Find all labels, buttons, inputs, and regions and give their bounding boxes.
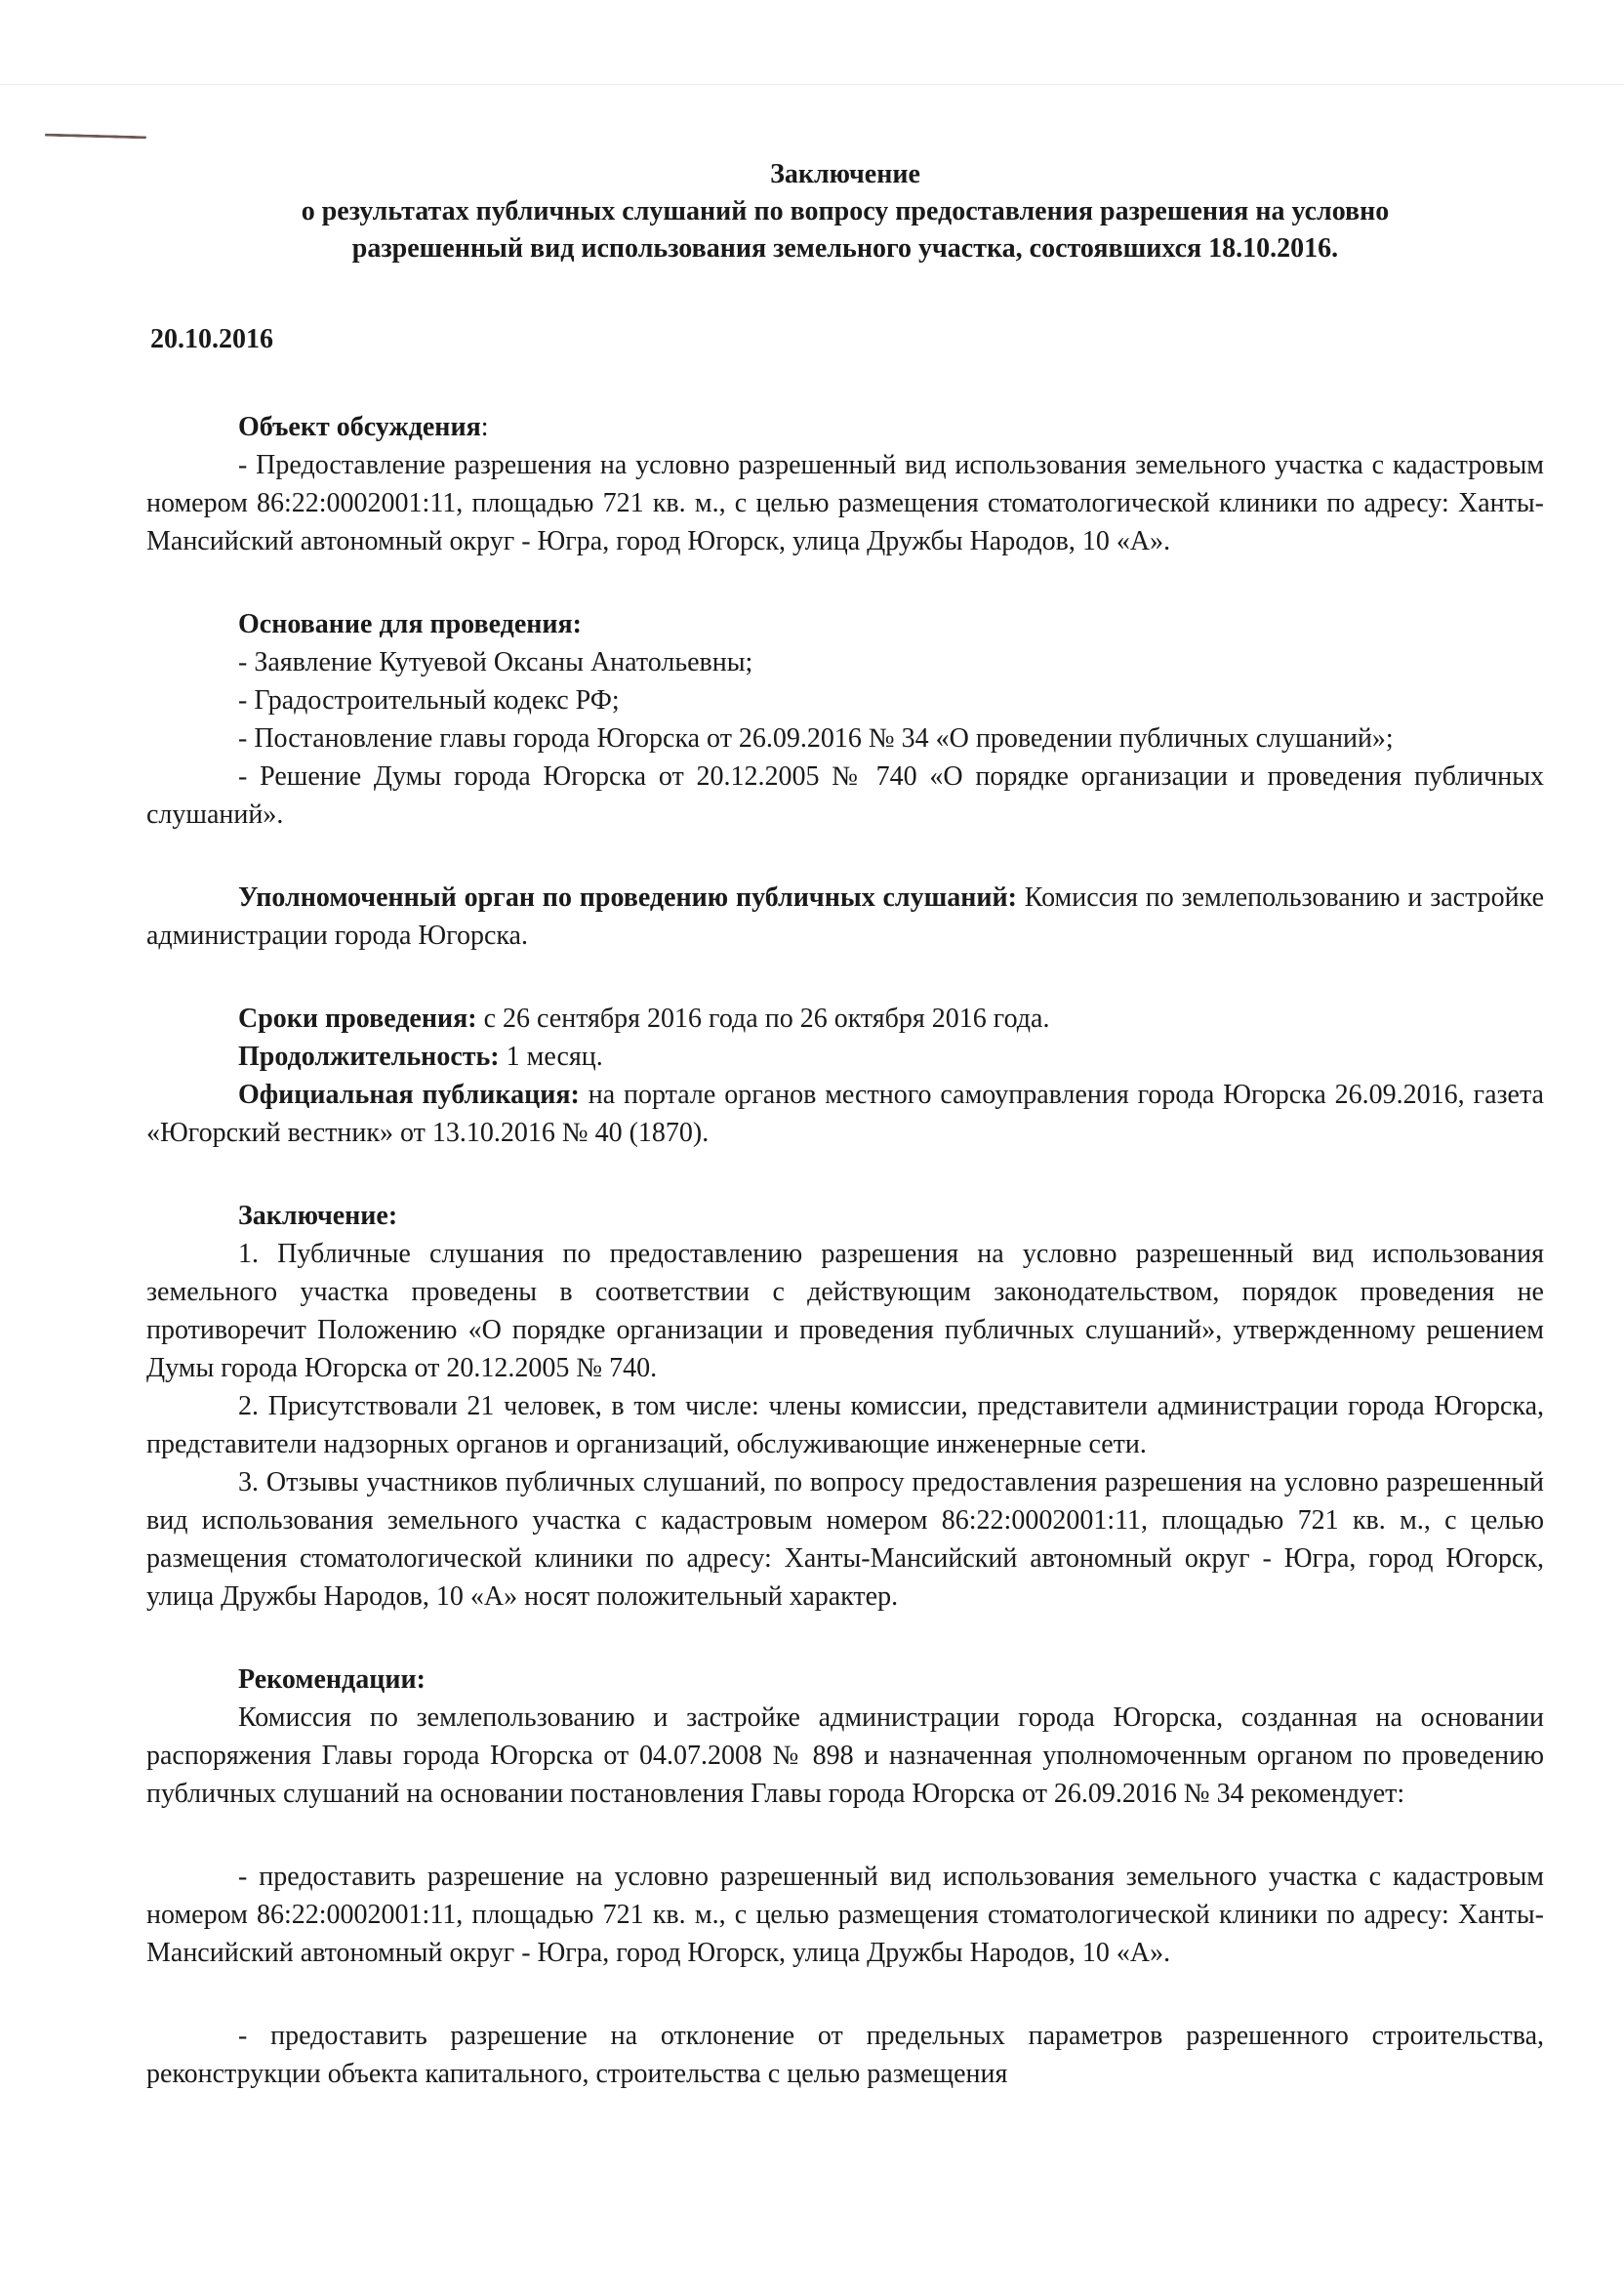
document-date: 20.10.2016 (150, 324, 273, 354)
conclusion-item: 1. Публичные слушания по предоставлению разрешения на условно разрешенный вид использования земельного участка проведены в соответствии с действующим законодательством, порядок проведения не противоречит Положению «О порядке организации и проведения публичных слушаний», утвержденному решением Думы города Югорска от 20.12.2005 № 740. (146, 1239, 1544, 1383)
basis-item: - Постановление главы города Югорска от 26.09.2016 № 34 «О проведении публичных слушаний»; (238, 723, 1394, 754)
authority-heading: Уполномоченный орган по проведению публичных слушаний: (238, 882, 1017, 913)
recommendations-heading: Рекомендации: (238, 1664, 426, 1695)
document-title: Заключение (770, 159, 920, 189)
document-subtitle-line-1: о результатах публичных слушаний по вопросу предоставления разрешения на условно (301, 196, 1390, 226)
conclusion-heading: Заключение: (238, 1201, 398, 1231)
basis-item: - Заявление Кутуевой Оксаны Анатольевны; (238, 647, 753, 677)
duration-text: 1 месяц. (499, 1042, 603, 1072)
recommendations-intro: Комиссия по землепользованию и застройке администрации города Югорска, созданная на основании распоряжения Главы города Югорска от 04.07.2008 № 898 и назначенная уполномоченным органом по проведению публичных слушаний на основании постановления Главы города Югорска от 26.09.2016 № 34 рекомендует: (146, 1702, 1544, 1809)
basis-heading: Основание для проведения: (238, 609, 582, 639)
document-content (146, 156, 1545, 2089)
document-body (146, 408, 1544, 2093)
terms-heading: Сроки проведения: (238, 1004, 477, 1034)
document-subtitle-line-2: разрешенный вид использования земельного участка, состоявшихся 18.10.2016. (351, 233, 1339, 264)
publication-heading: Официальная публикация: (238, 1080, 580, 1110)
basis-item: - Градостроительный кодекс РФ; (238, 685, 620, 716)
duration-heading: Продолжительность: (238, 1042, 500, 1072)
scan-mark (45, 134, 146, 140)
conclusion-item: 3. Отзывы участников публичных слушаний, по вопросу предоставления разрешения на условно разрешенный вид использования земельного участка с кадастровым номером 86:22:0002001:11, площадью 721 кв. м., с целью размещения стоматологической клиники по адресу: Ханты-Мансийский автономный округ - Югра, город Югорск, улица Дружбы Народов, 10 «А» носят положительный характер. (146, 1467, 1544, 1612)
recommendation-item: - предоставить разрешение на отклонение от предельных параметров разрешенного строительства, реконструкции объекта капитального, строительства с целью размещения (146, 2021, 1544, 2089)
authority-paragraph (146, 879, 1544, 955)
recommendation-item: - предоставить разрешение на условно разрешенный вид использования земельного участка с кадастровым номером 86:22:0002001:11, площадью 721 кв. м., с целью размещения стоматологической клиники по адресу: Ханты-Мансийский автономный округ - Югра, город Югорск, улица Дружбы Народов, 10 «А». (146, 1862, 1544, 1968)
object-text: - Предоставление разрешения на условно разрешенный вид использования земельного участка с кадастровым номером 86:22:0002001:11, площадью 721 кв. м., с целью размещения стоматологической клиники по адресу: Ханты-Мансийский автономный округ - Югра, город Югорск, улица Дружбы Народов, 10 «А». (146, 450, 1544, 556)
conclusion-item: 2. Присутствовали 21 человек, в том числе: члены комиссии, представители администрации города Югорска, представители надзорных органов и организаций, обслуживающие инженерные сети. (146, 1391, 1544, 1459)
object-heading: Объект обсуждения: (238, 412, 489, 442)
basis-item: - Решение Думы города Югорска от 20.12.2005 № 740 «О порядке организации и проведения публичных слушаний». (146, 761, 1544, 830)
authority-text: Комиссия по землепользованию и застройке администрации города Югорска. (146, 882, 1545, 951)
scan-edge-line (0, 84, 1624, 85)
terms-text: с 26 сентября 2016 года по 26 октября 2016 года. (476, 1004, 1050, 1034)
publication-text: на портале органов местного самоуправления города Югорска 26.09.2016, газета «Югорский вестник» от 13.10.2016 № 40 (1870). (146, 1080, 1544, 1148)
duration-paragraph (146, 1038, 1544, 1076)
terms-paragraph (146, 1000, 1544, 1038)
publication-paragraph (146, 1076, 1544, 1152)
